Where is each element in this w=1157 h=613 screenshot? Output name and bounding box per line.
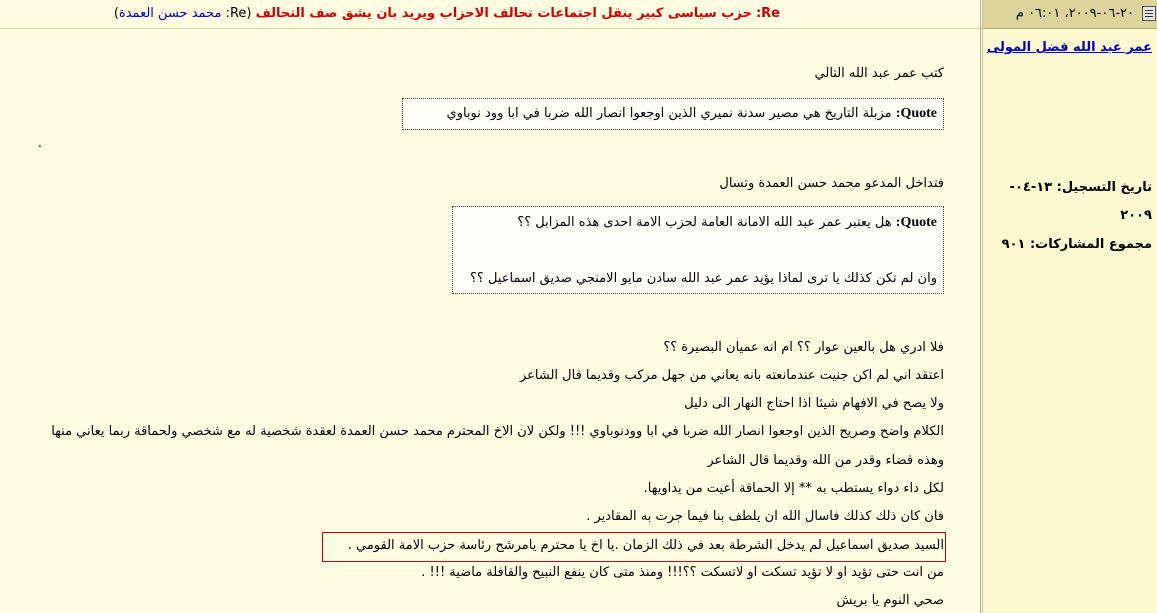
quote-1-text: مزبلة التاريخ هي مصير سدنة نميري الذين اوجعوا انصار الله ضربا في ابا وود نوباوي (446, 106, 892, 121)
user-sidebar (982, 0, 1157, 613)
body-line-9: من انت حتى تؤيد او لا تؤيد تسكت او لاتسكت ؟؟!!! ومنذ متى كان ينفع النبيح والقافلة ماضية !!! . (421, 565, 944, 580)
post-header-bar (0, 0, 980, 29)
quote-2-text-2: وان لم تكن كذلك يا ترى لماذا يؤيد عمر عبد الله سادن مايو الامنجي صديق اسماعيل ؟؟ (470, 271, 937, 286)
title-re-prefix: Re: (755, 6, 780, 21)
post-title-line (114, 6, 780, 21)
post-title: حزب سياسى كبير ينقل اجتماعات تحالف الاحزاب ويريد بان يشق صف التحالف (255, 6, 752, 21)
body-line-8: السيد صديق اسماعيل لم يدخل الشرطة بعد في ذلك الزمان .يا اخ يا محترم يامرشح رئاسة حزب الامة القومي . (347, 538, 944, 553)
body-line-4: الكلام واضح وصريح الذين اوجعوا انصار الله ضربا في ابا وودنوباوي !!! ولكن لان الاخ المحترم محمد حسن العمدة لعقدة شخصية له مع شخصي ولحماقة ربما يعاني منها (51, 424, 944, 439)
quote-box-1 (402, 98, 944, 130)
reply-author-link[interactable]: محمد حسن العمدة (118, 6, 222, 21)
post-intro-line: كتب عمر عبد الله التالي (814, 66, 944, 81)
registration-date (1010, 180, 1152, 195)
body-line-6: لكل داء دواء يستطب به ** إلا الحماقة أعيت من يداويها. (643, 481, 944, 496)
body-line-3: ولا يصح في الافهام شيئا اذا احتاج النهار الى دليل (684, 396, 944, 411)
sub-open-paren: ( (246, 6, 252, 21)
separator-dot: . (37, 136, 42, 151)
body-line-10: صحي النوم يا بريش (836, 593, 944, 608)
post-count (1002, 237, 1152, 252)
body-line-7: فان كان ذلك كذلك فاسال الله ان يلطف بنا فيما جرت به المقادير . (586, 509, 944, 524)
quote-box-2 (452, 206, 944, 294)
author-name-link[interactable]: عمر عبد الله فضل المولى (986, 40, 1152, 55)
registration-year: ٢٠٠٩ (1120, 208, 1152, 223)
body-line-1: فلا ادري هل بالعين عوار ؟؟ ام انه عميان البصيرة ؟؟ (663, 340, 944, 355)
body-line-5: وهذه قضاء وقدر من الله وقديما قال الشاعر (707, 453, 944, 468)
post-count-label: مجموع المشاركات: (1029, 237, 1152, 252)
post-line-intervention: فتداخل المدعو محمد حسن العمدة وتسال (719, 176, 944, 191)
sub-close-paren: ) (113, 6, 119, 21)
post-count-value: ٩٠١ (1001, 237, 1026, 252)
sidebar-header (983, 0, 1157, 29)
registration-label: تاريخ التسجيل: (1056, 180, 1152, 195)
quote-1-label: Quote: (895, 106, 937, 121)
body-line-2: اعتقد اني لم اكن جنيت عندمانعته بانه يعاني من جهل مركب وقديما قال الشاعر (519, 368, 944, 383)
quote-2-label: Quote: (895, 215, 937, 230)
quote-2-line-1 (517, 215, 937, 231)
registration-value: ١٣-٠٤- (1009, 180, 1053, 195)
quote-2-text-1: هل يعتبر عمر عبد الله الامانة العامة لحزب الامة احدى هذه المزابل ؟؟ (517, 215, 892, 230)
post-page-icon[interactable] (1142, 6, 1156, 21)
sub-re-prefix: Re: (225, 6, 247, 21)
quote-1-line (447, 106, 938, 122)
post-date: ٢٠-٠٦-٢٠٠٩، ٠٦:٠١ م (1015, 6, 1134, 21)
